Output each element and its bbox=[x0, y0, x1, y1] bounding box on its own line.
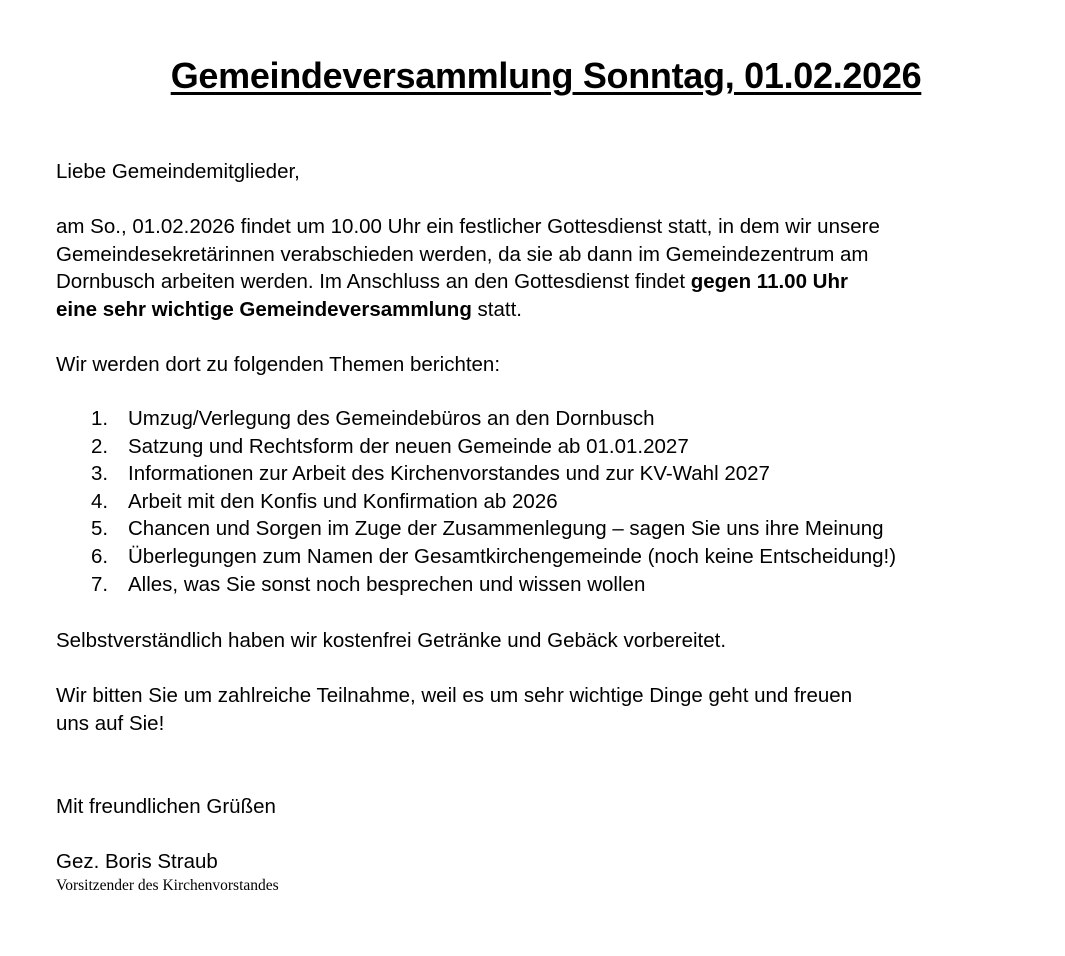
intro-bold-meeting: eine sehr wichtige Gemeindeversammlung bbox=[56, 297, 472, 321]
intro-end: statt. bbox=[471, 297, 522, 321]
list-item-text: Informationen zur Arbeit des Kirchenvorstandes und zur KV-Wahl 2027 bbox=[128, 462, 770, 486]
list-item-number: 7. bbox=[91, 572, 109, 596]
list-item-number: 4. bbox=[91, 489, 109, 513]
list-item-text: Überlegungen zum Namen der Gesamtkirchengemeinde (noch keine Entscheidung!) bbox=[128, 544, 897, 568]
list-item bbox=[56, 460, 896, 488]
list-item-text: Umzug/Verlegung des Gemeindebüros an den Dornbusch bbox=[128, 407, 655, 430]
document-title bbox=[0, 52, 1065, 100]
closing: Mit freundlichen Grüßen bbox=[56, 795, 276, 818]
list-item bbox=[56, 433, 896, 461]
list-item-text: Satzung und Rechtsform der neuen Gemeinde ab 01.01.2027 bbox=[128, 434, 689, 458]
list-item-number: 3. bbox=[91, 462, 109, 486]
list-item bbox=[56, 405, 896, 433]
intro-line-3 bbox=[56, 268, 880, 296]
signature-role: Vorsitzender des Kirchenvorstandes bbox=[56, 877, 279, 894]
intro-line-2: Gemeindesekretärinnen verabschieden werden, da sie ab dann im Gemeindezentrum am bbox=[56, 242, 869, 266]
participation-request bbox=[56, 682, 852, 737]
intro-paragraph bbox=[56, 213, 880, 323]
salutation: Liebe Gemeindemitglieder, bbox=[56, 160, 300, 183]
intro-bold-time: gegen 11.00 Uhr bbox=[690, 270, 848, 293]
request-line-2: uns auf Sie! bbox=[56, 711, 165, 735]
list-item-text: Alles, was Sie sonst noch besprechen und wissen wollen bbox=[128, 572, 646, 596]
intro-line-4 bbox=[56, 296, 880, 324]
document-title-text: Gemeindeversammlung Sonntag, 01.02.2026 bbox=[170, 55, 922, 96]
list-item bbox=[56, 543, 896, 571]
topics-intro: Wir werden dort zu folgenden Themen berichten: bbox=[56, 353, 501, 376]
list-item-number: 2. bbox=[91, 434, 109, 458]
list-item bbox=[56, 488, 896, 516]
list-item bbox=[56, 515, 896, 543]
signature-name: Gez. Boris Straub bbox=[56, 850, 218, 873]
list-item bbox=[56, 571, 896, 599]
list-item-number: 5. bbox=[91, 517, 109, 541]
intro-line-3-text: Dornbusch arbeiten werden. Im Anschluss an den Gottesdienst findet bbox=[56, 270, 691, 293]
refreshments-note: Selbstverständlich haben wir kostenfrei Getränke und Gebäck vorbereitet. bbox=[56, 629, 727, 652]
list-item-text: Arbeit mit den Konfis und Konfirmation ab 2026 bbox=[128, 489, 558, 513]
intro-line-1: am So., 01.02.2026 findet um 10.00 Uhr ein festlicher Gottesdienst statt, in dem wir unsere bbox=[56, 215, 880, 238]
topics-list bbox=[56, 405, 896, 598]
list-item-text: Chancen und Sorgen im Zuge der Zusammenlegung – sagen Sie uns ihre Meinung bbox=[128, 517, 884, 541]
request-line-1: Wir bitten Sie um zahlreiche Teilnahme, weil es um sehr wichtige Dinge geht und freuen bbox=[56, 684, 853, 707]
list-item-number: 1. bbox=[91, 407, 109, 430]
list-item-number: 6. bbox=[91, 544, 109, 568]
